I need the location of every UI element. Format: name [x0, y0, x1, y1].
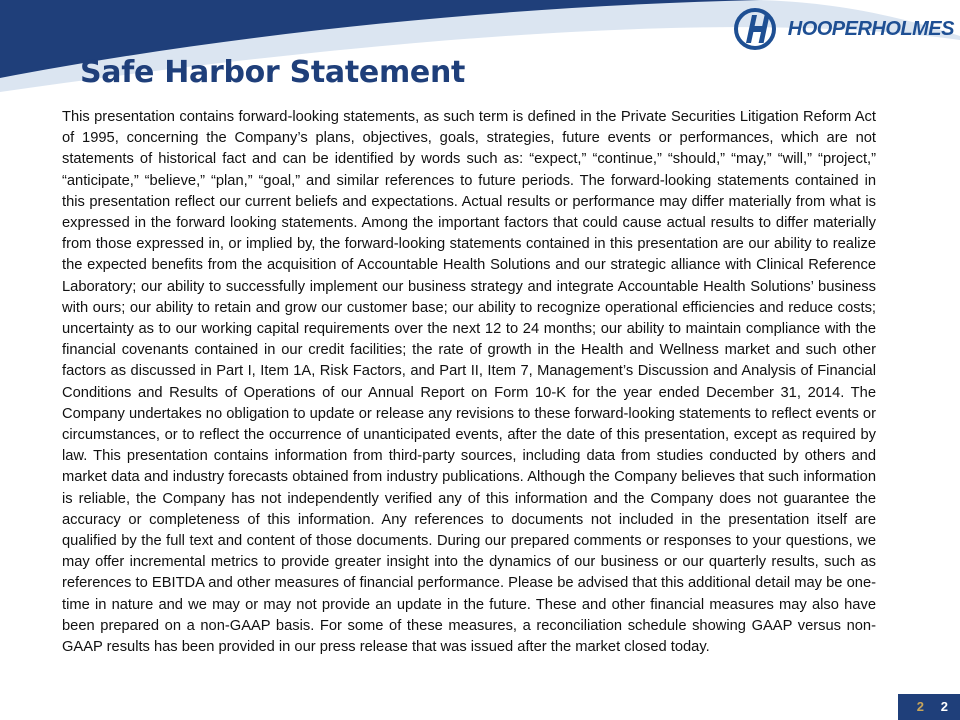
hooper-holmes-h-icon — [732, 6, 784, 52]
footer-band — [898, 694, 960, 720]
company-logo — [732, 6, 954, 52]
page-title: Safe Harbor Statement — [80, 55, 466, 90]
page-number: 2 — [940, 699, 948, 714]
page-number-shadow: 2 — [916, 699, 924, 714]
safe-harbor-paragraph: This presentation contains forward-looking statements, as such term is defined in the Private Securities Litigation Reform Act of 1995, concerning the Company’s plans, objectives, goals, strategies, future events or performances, which are not statements of historical fact and can be identified by words such as: “expect,” “continue,” “should,” “may,” “will,” “project,” “anticipate,” “believe,” “plan,” “goal,” and similar references to future periods. The forward-looking statements contained in this presentation reflect our current beliefs and expectations. Actual results or performance may differ materially from what is expressed in the forward looking statements. Among the important factors that could cause actual results to differ materially from those expressed in, or implied by, the forward-looking statements contained in this presentation are our ability to realize the expected benefits from the acquisition of Accountable Health Solutions and our strategic alliance with Clinical Reference Laboratory; our ability to successfully implement our business strategy and integrate Accountable Health Solutions’ business with ours; our ability to retain and grow our customer base; our ability to recognize operational efficiencies and reduce costs; uncertainty as to our working capital requirements over the next 12 to 24 months; our ability to maintain compliance with the financial covenants contained in our credit facilities; the rate of growth in the Health and Wellness market and such other factors as discussed in Part I, Item 1A, Risk Factors, and Part II, Item 7, Management’s Discussion and Analysis of Financial Conditions and Results of Operations of our Annual Report on Form 10-K for the year ended December 31, 2014. The Company undertakes no obligation to update or release any revisions to these forward-looking statements to reflect events or circumstances, or to reflect the occurrence of unanticipated events, after the date of this presentation, except as required by law. This presentation contains information from third-party sources, including data from studies conducted by others and market data and industry forecasts obtained from industry publications. Although the Company believes that such information is reliable, the Company has not independently verified any of this information and the Company does not guarantee the accuracy or completeness of this information. Any references to documents not included in the presentation itself are qualified by the full text and content of those documents. During our prepared comments or responses to your questions, we may offer incremental metrics to provide greater insight into the dynamics of our business or our quarterly results, such as references to EBITDA and other measures of financial performance. Please be advised that this additional detail may be one-time in nature and we may or may not provide an update in the future. These and other financial measures may also have been prepared on a non-GAAP basis. For some of these measures, a reconciliation schedule showing GAAP versus non-GAAP results has been provided in our press release that was issued after the market closed today. — [62, 109, 876, 656]
logo-text: HOOPERHOLMES — [787, 17, 954, 40]
